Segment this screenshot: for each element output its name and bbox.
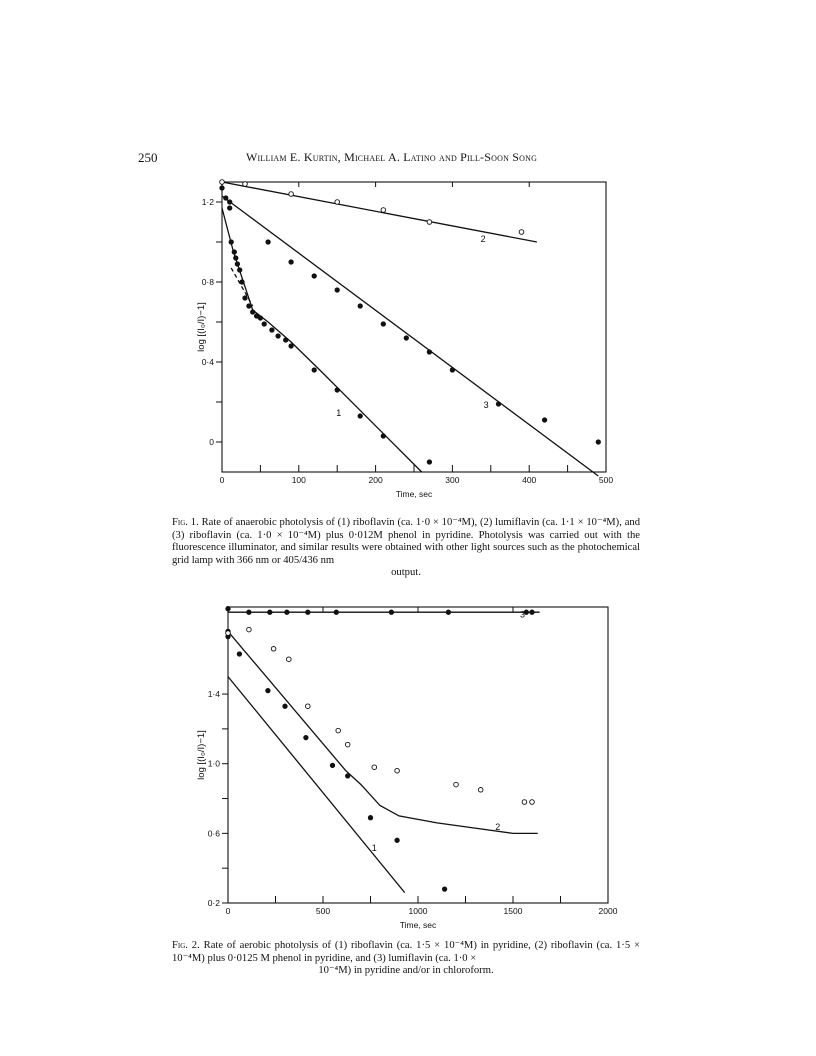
series-1-point	[220, 186, 224, 190]
series-2-label: 2	[495, 821, 501, 832]
series-3-point	[335, 288, 339, 292]
series-1-point	[368, 816, 372, 820]
series-2-point	[345, 742, 350, 747]
x-tick-label: 2000	[598, 906, 618, 916]
y-tick-label: 0·2	[207, 898, 220, 908]
series-1-point	[243, 296, 247, 300]
series-1-point	[395, 838, 399, 842]
caption-label: Fig. 2.	[172, 940, 200, 951]
series-2-fit-line	[222, 182, 537, 242]
series-1-point	[238, 268, 242, 272]
series-2-point	[226, 631, 231, 636]
series-3-point	[226, 607, 230, 611]
series-1-point	[247, 304, 251, 308]
x-tick-label: 1500	[503, 906, 523, 916]
caption-label: Fig. 1.	[172, 517, 199, 528]
series-1-point	[240, 280, 244, 284]
series-3-point	[266, 240, 270, 244]
caption-last-line: 10⁻⁴M) in pyridine and/or in chloroform.	[318, 965, 494, 977]
series-2-point	[427, 220, 432, 225]
series-3-point	[446, 610, 450, 614]
series-3-point	[381, 322, 385, 326]
series-1-point	[289, 344, 293, 348]
series-2-point	[306, 704, 311, 709]
series-1-point	[283, 704, 287, 708]
series-2-point	[220, 180, 225, 185]
x-tick-label: 200	[368, 475, 383, 485]
series-2-point	[381, 208, 386, 213]
plot-frame	[228, 607, 608, 903]
series-2-point	[271, 647, 276, 652]
y-axis-label: log [(I₀/I)−1]	[196, 302, 207, 352]
series-1-point	[235, 262, 239, 266]
series-1-point	[276, 334, 280, 338]
series-3-label: 3	[483, 400, 489, 410]
series-3-point	[404, 336, 408, 340]
series-1-point	[304, 735, 308, 739]
series-2-point	[287, 657, 292, 662]
series-1-point	[330, 763, 334, 767]
page-number: 250	[138, 150, 158, 165]
series-1-fit-line	[228, 677, 405, 893]
series-2-point	[519, 230, 524, 235]
series-2-point	[454, 782, 459, 787]
series-1-point	[232, 250, 236, 254]
series-1-point	[251, 310, 255, 314]
caption-last-line: output.	[391, 567, 421, 579]
caption-text: Rate of aerobic photolysis of (1) riboflavin (ca. 1·5 × 10⁻⁴M) in pyridine, (2) riboflavin (ca. 1·5 × 10⁻⁴M) plus 0·0125 M phenol in pyridine, and (3) lumiflavin (ca. 1·0 ×	[172, 940, 640, 964]
series-3-point	[312, 274, 316, 278]
series-1-fit-line	[222, 208, 422, 472]
x-axis-label: Time, sec	[395, 489, 433, 499]
figure-2	[190, 600, 620, 940]
x-tick-label: 0	[225, 906, 231, 916]
x-tick-label: 500	[315, 906, 331, 916]
series-1-point	[335, 388, 339, 392]
series-1-point	[358, 414, 362, 418]
series-1-point	[427, 460, 431, 464]
series-3-point	[268, 610, 272, 614]
series-1-point	[258, 316, 262, 320]
figure-2-caption	[172, 940, 640, 978]
series-3-point	[450, 368, 454, 372]
series-2-point	[478, 788, 483, 793]
series-1-point	[229, 240, 233, 244]
y-tick-label: 0·6	[207, 828, 220, 839]
x-tick-label: 0	[219, 475, 225, 485]
series-2-point	[336, 728, 341, 733]
series-2-label: 2	[480, 234, 486, 244]
series-3-point	[285, 610, 289, 614]
series-2-point	[372, 765, 377, 770]
y-tick-label: 1·4	[207, 689, 220, 700]
x-tick-label: 400	[522, 475, 537, 485]
series-2-point	[335, 200, 340, 205]
chart-2	[190, 600, 620, 940]
series-3-point	[596, 440, 600, 444]
series-3-point	[289, 260, 293, 264]
x-tick-label: 100	[291, 475, 306, 485]
series-1-label: 1	[371, 842, 377, 853]
series-1-point	[262, 322, 266, 326]
series-1-point	[312, 368, 316, 372]
series-1-point	[381, 434, 385, 438]
series-3-point	[247, 610, 251, 614]
series-1-point	[266, 688, 270, 692]
series-1-fit-line	[231, 268, 253, 306]
figure-1	[190, 176, 620, 516]
series-1-point	[270, 328, 274, 332]
series-3-point	[530, 610, 534, 614]
series-3-point	[427, 350, 431, 354]
series-3-point	[228, 206, 232, 210]
series-3-point	[306, 610, 310, 614]
y-tick-label: 0·8	[201, 277, 214, 287]
series-2-point	[289, 192, 294, 197]
series-3-point	[389, 610, 393, 614]
y-tick-label: 0	[209, 437, 214, 447]
series-3-point	[334, 610, 338, 614]
plot-frame	[222, 182, 606, 472]
figure-1-caption	[172, 517, 640, 580]
series-2-point	[530, 800, 535, 805]
series-3-label: 3	[519, 609, 526, 620]
series-1-point	[442, 887, 446, 891]
x-tick-label: 500	[598, 475, 614, 485]
x-tick-label: 300	[445, 475, 460, 485]
running-head-authors: William E. Kurtin, Michael A. Latino and Pill-Soon Song	[246, 150, 538, 164]
series-2-point	[247, 627, 252, 632]
series-2-point	[243, 182, 248, 187]
caption-text: Rate of anaerobic photolysis of (1) riboflavin (ca. 1·0 × 10⁻⁴M), (2) lumiflavin (ca. 1·1 × 10⁻⁴M), and (3) riboflavin (ca. 1·0 × 10⁻⁴M) plus 0·012M phenol in pyridine. Photolysis was carried out with the fluorescence illuminator, and similar results were obtained with other light sources such as the photochemical grid lamp with 366 nm or 405/436 nm	[172, 517, 641, 566]
x-axis-label: Time, sec	[399, 920, 437, 930]
y-tick-label: 1·2	[201, 197, 214, 207]
series-3-point	[542, 418, 546, 422]
series-2-point	[522, 800, 527, 805]
series-1-point	[284, 338, 288, 342]
series-1-point	[234, 256, 238, 260]
running-head	[138, 150, 638, 170]
series-3-point	[496, 402, 500, 406]
y-tick-label: 1·0	[207, 758, 220, 769]
series-3-point	[358, 304, 362, 308]
y-axis-label: log [(I₀/I)−1]	[196, 730, 207, 780]
chart-1	[190, 176, 620, 516]
series-2-point	[395, 768, 400, 773]
x-tick-label: 1000	[408, 906, 428, 916]
series-1-point	[237, 652, 241, 656]
series-1-label: 1	[336, 408, 342, 418]
y-tick-label: 0·4	[201, 357, 214, 367]
